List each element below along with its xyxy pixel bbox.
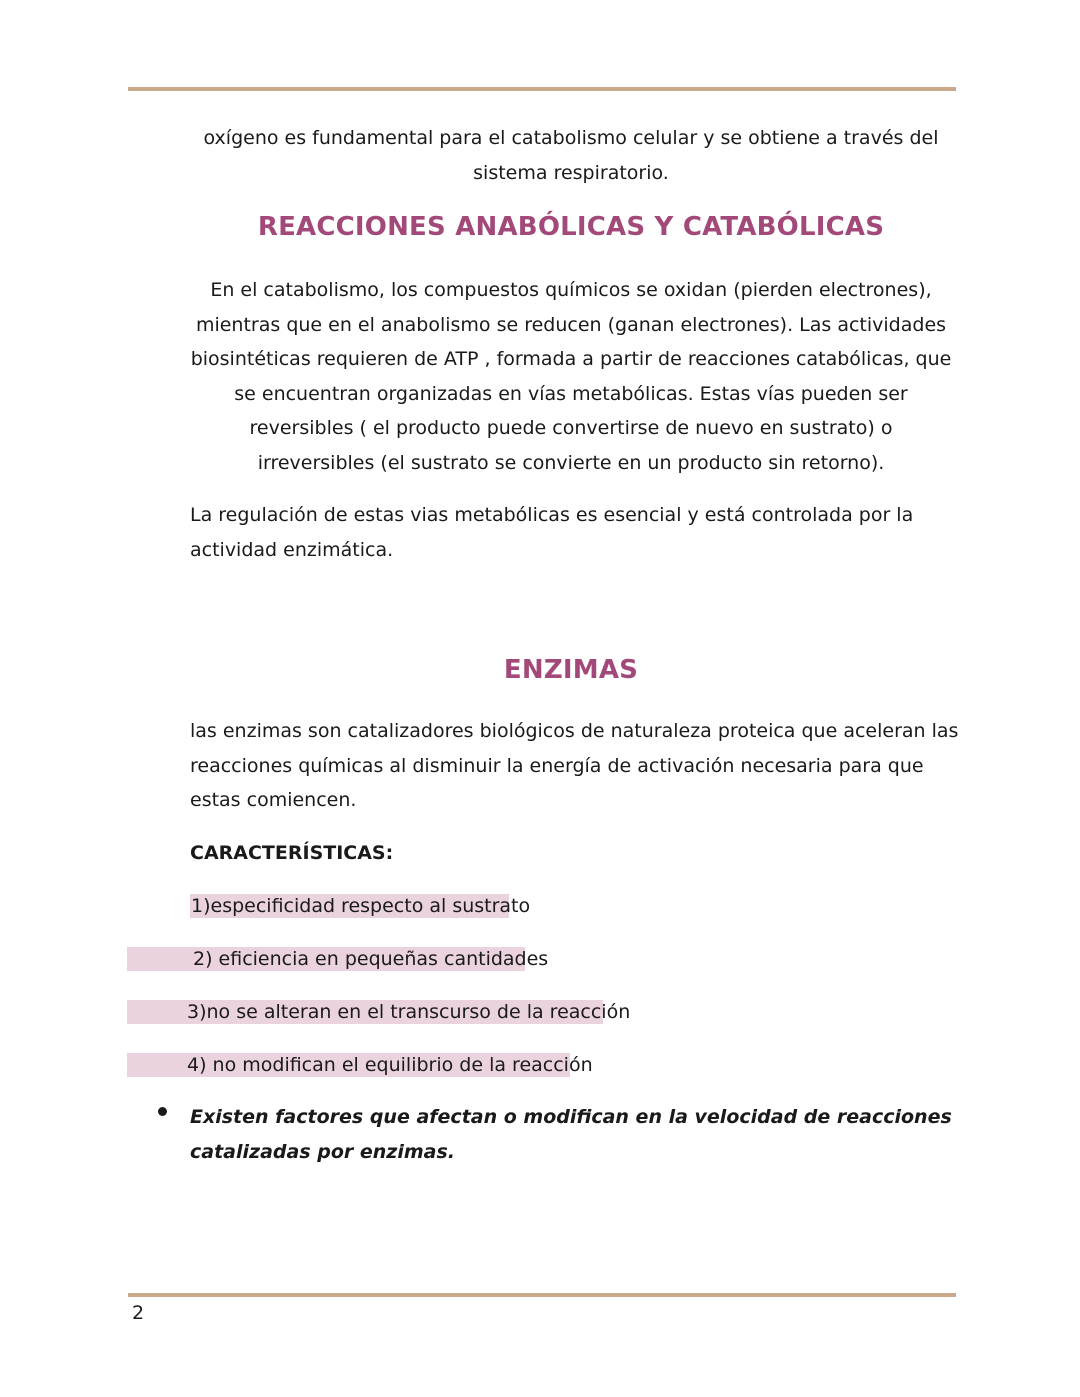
characteristic-item-3: 3)no se alteran en el transcurso de la reacción xyxy=(187,1001,631,1023)
characteristic-item-1: 1)especificidad respecto al sustrato xyxy=(191,895,531,917)
section-title-reactions: REACCIONES ANABÓLICAS Y CATABÓLICAS xyxy=(257,212,885,242)
bullet-dot-icon xyxy=(158,1107,167,1116)
factors-bullet-text: Existen factores que afectan o modifican en la velocidad de reacciones catalizadas por enzimas. xyxy=(190,1106,952,1163)
bottom-divider xyxy=(128,1293,956,1297)
characteristic-item-4: 4) no modifican el equilibrio de la reacción xyxy=(187,1054,593,1076)
characteristic-item-2: 2) eficiencia en pequeñas cantidades xyxy=(193,948,549,970)
characteristics-label: CARACTERÍSTICAS: xyxy=(190,842,394,864)
regulation-paragraph: La regulación de estas vias metabólicas es esencial y está controlada por la actividad enzimática. xyxy=(190,504,914,561)
enzymes-paragraph: las enzimas son catalizadores biológicos de naturaleza proteica que aceleran las reacciones químicas al disminuir la energía de activación necesaria para que estas comiencen. xyxy=(190,720,959,811)
intro-paragraph: oxígeno es fundamental para el catabolismo celular y se obtiene a través del sistema respiratorio. xyxy=(203,127,939,184)
reactions-paragraph: En el catabolismo, los compuestos químicos se oxidan (pierden electrones), mientras que en el anabolismo se reducen (ganan electrones). Las actividades biosintéticas requieren de ATP , formada a partir de reacciones catabólicas, que se encuentran organizadas en vías metabólicas. Estas vías pueden ser reversibles ( el producto puede convertirse de nuevo en sustrato) o irreversibles (el sustrato se convierte en un producto sin retorno). xyxy=(190,279,952,474)
section-title-enzymes: ENZIMAS xyxy=(503,655,639,685)
top-divider xyxy=(128,87,956,91)
page-number: 2 xyxy=(132,1302,145,1324)
